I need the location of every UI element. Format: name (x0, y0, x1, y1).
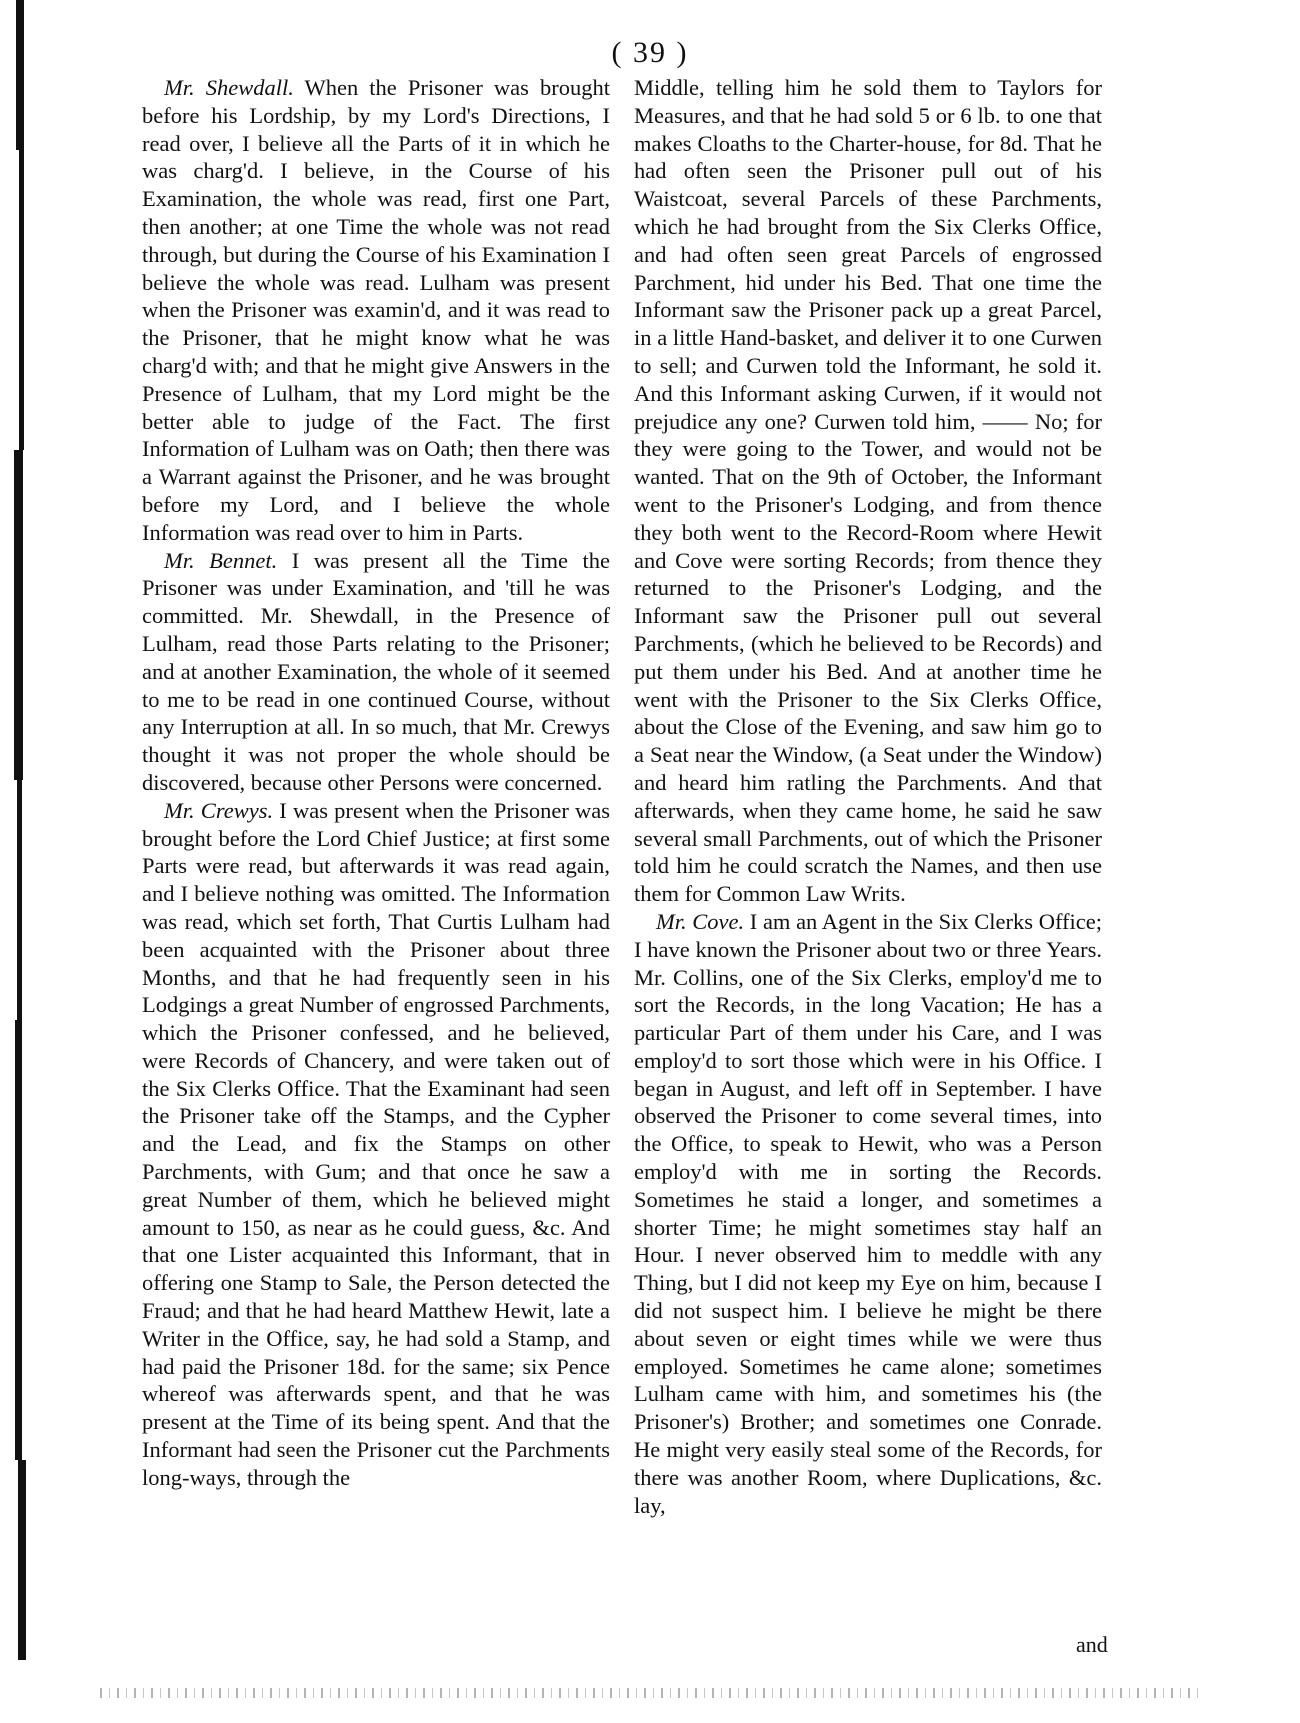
testimony-paragraph (142, 74, 610, 547)
testimony-paragraph (634, 908, 1102, 1520)
testimony-text: I was present when the Prisoner was brought before the Lord Chief Justice; at first some Parts were read, but afterwards it was read again, and I believe nothing was omitted. The Information was read, which set forth, That Curtis Lulham had been acquainted with the Prisoner about three Months, and that he had frequently seen in his Lodgings a great Number of engrossed Parchments, which the Prisoner confessed, and he believed, were Records of Chancery, and were taken out of the Six Clerks Office. That the Examinant had seen the Prisoner take off the Stamps, and the Cypher and the Lead, and fix the Stamps on other Parchments, with Gum; and that once he saw a great Number of them, which he believed might amount to 150, as near as he could guess, &c. And that one Lister acquainted this Informant, that in offering one Stamp to Sale, the Person detected the Fraud; and that he had heard Matthew Hewit, late a Writer in the Office, say, he had sold a Stamp, and had paid the Prisoner 18d. for the same; six Pence whereof was afterwards spent, and that he was present at the Time of its being spent. And that the Informant had seen the Prisoner cut the Parchments long-ways, through the (142, 797, 611, 1490)
page-number: ( 39 ) (611, 36, 689, 69)
testimony-paragraph (142, 797, 610, 1492)
testimony-text: Middle, telling him he sold them to Taylors for Measures, and that he had sold 5 or 6 lb. to one that makes Cloaths to the Charter-house, for 8d. That he had often seen the Prisoner pull out of his Waistcoat, several Parcels of these Parchments, which he had brought from the Six Clerks Office, and had often seen great Parcels of engrossed Parchment, hid under his Bed. That one time the Informant saw the Prisoner pack up a great Parcel, in a little Hand-basket, and deliver it to one Curwen to sell; and Curwen told the Informant, he sold it. And this Informant asking Curwen, if it would not prejudice any one? Curwen told him, —— No; for they were going to the Tower, and would not be wanted. That on the 9th of October, the Informant went to the Prisoner's Lodging, and from thence they both went to the Record-Room where Hewit and Cove were sorting Records; from thence they returned to the Prisoner's Lodging, and the Informant saw the Prisoner pull out several Parchments, (which he believed to be Records) and put them under his Bed. And at another time he went with the Prisoner to the Six Clerks Office, about the Close of the Evening, and saw him go to a Seat near the Window, (a Seat under the Window) and heard him ratling the Parchments. And that afterwards, when they came home, he said he saw several small Parchments, out of which the Prisoner told him he could scratch the Names, and then use them for Common Law Writs. (634, 75, 1102, 907)
testimony-paragraph (142, 547, 610, 797)
speaker-name: Mr. Cove. (656, 908, 745, 934)
speaker-name: Mr. Shewdall. (164, 75, 294, 100)
speaker-name: Mr. Crewys. (164, 797, 274, 823)
left-column (142, 74, 610, 1492)
scan-edge-shadow (12, 0, 34, 1723)
speaker-name: Mr. Bennet. (164, 547, 278, 573)
testimony-paragraph (634, 74, 1102, 908)
testimony-text: When the Prisoner was brought before his Lordship, by my Lord's Directions, I read over, I believe all the Parts of it in which he was charg'd. I believe, in the Course of his Examination, the whole was read, first one Part, then another; at one Time the whole was not read through, but during the Course of his Examination I believe the whole was read. Lulham was present when the Prisoner was examin'd, and it was read to the Prisoner, that he might know what he was charg'd with; and that he might give Answers in the Presence of Lulham, that my Lord might be the better able to judge of the Fact. The first Information of Lulham was on Oath; then there was a Warrant against the Prisoner, and he was brought before my Lord, and I believe the whole Information was read over to him in Parts. (142, 75, 610, 545)
right-column (634, 74, 1102, 1519)
catchword: and (1076, 1632, 1108, 1657)
testimony-text: I was present all the Time the Prisoner was under Examination, and 'till he was committed. Mr. Shewdall, in the Presence of Lulham, read those Parts relating to the Prisoner; and at another Examination, the whole of it seemed to me to be read in one continued Course, without any Interruption at all. In so much, that Mr. Crewys thought it was not proper the whole should be discovered, because other Persons were concerned. (142, 547, 610, 795)
testimony-text: I am an Agent in the Six Clerks Office; I have known the Prisoner about two or three Years. Mr. Collins, one of the Six Clerks, employ'd me to sort the Records, in the long Vacation; He has a particular Part of them under his Care, and I was employ'd to sort those which were in his Office. I began in August, and left off in September. I have observed the Prisoner to come several times, into the Office, to speak to Hewit, who was a Person employ'd with me in sorting the Records. Sometimes he staid a longer, and sometimes a shorter Time; he might sometimes stay half an Hour. I never observed him to meddle with any Thing, but I did not keep my Eye on him, because I did not suspect him. I believe he might be there about seven or eight times while we were thus employed. Sometimes he came alone; sometimes Lulham came with him, and sometimes his (the Prisoner's) Brother; and sometimes one Conrade. He might very easily steal some of the Records, for there was another Room, where Duplications, &c. lay, (634, 908, 1102, 1518)
scan-noise (100, 1688, 1200, 1698)
